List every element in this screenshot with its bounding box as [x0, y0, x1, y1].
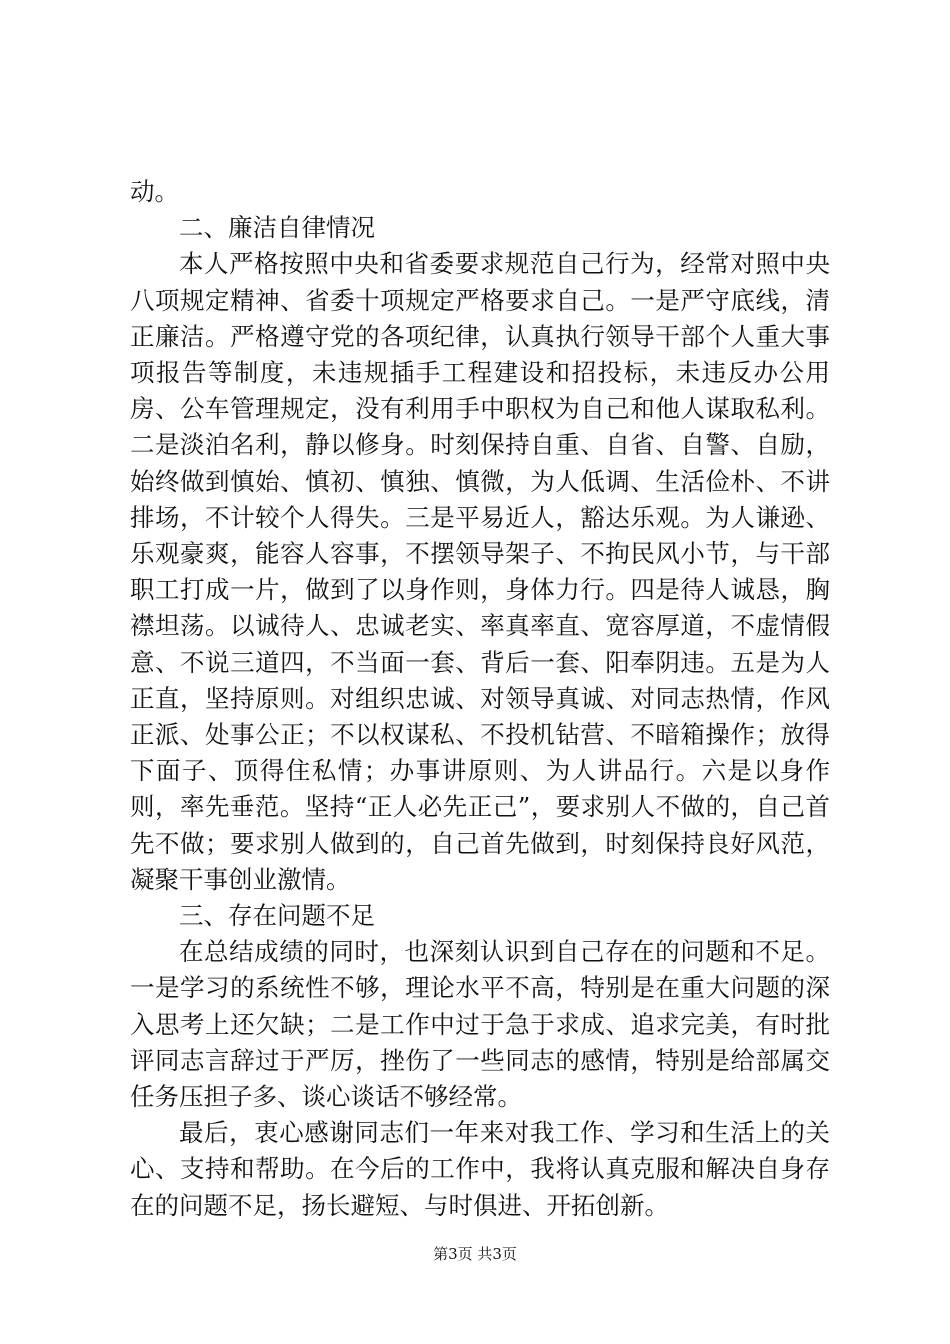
section-heading-shortcomings: 三、存在问题不足 — [179, 901, 375, 931]
section-heading-integrity: 二、廉洁自律情况 — [179, 213, 375, 243]
paragraph-closing-thanks: 最后，衷心感谢同志们一年来对我工作、学习和生活上的关心、支持和帮助。在今后的工作中，我将认真克服和解决自身存在的问题不足，扬长避短、与时俱进、开拓创新。 — [130, 1118, 830, 1220]
paragraph-continuation: 动。 — [130, 177, 179, 206]
page-number-footer: 第3页 共3页 — [433, 1245, 517, 1263]
paragraph-shortcomings-details: 在总结成绩的同时，也深刻认识到自己存在的问题和不足。一是学习的系统性不够，理论水平不高，特别是在重大问题的深入思考上还欠缺；二是工作中过于急于求成、追求完美，有时批评同志言辞过于严厉，挫伤了一些同志的感情，特别是给部属交任务压担子多、谈心谈话不够经常。 — [130, 937, 830, 1112]
document-body — [130, 174, 830, 1224]
paragraph-integrity-details: 本人严格按照中央和省委要求规范自己行为，经常对照中央八项规定精神、省委十项规定严格要求自己。一是严守底线，清正廉洁。严格遵守党的各项纪律，认真执行领导干部个人重大事项报告等制度，未违规插手工程建设和招投标，未违反办公用房、公车管理规定，没有利用手中职权为自己和他人谋取私利。二是淡泊名利，静以修身。时刻保持自重、自省、自警、自励，始终做到慎始、慎初、慎独、慎微，为人低调、生活俭朴、不讲排场，不计较个人得失。三是平易近人，豁达乐观。为人谦逊、乐观豪爽，能容人容事，不摆领导架子、不拘民风小节，与干部职工打成一片，做到了以身作则，身体力行。四是待人诚恳，胸襟坦荡。以诚待人、忠诚老实、率真率直、宽容厚道，不虚情假意、不说三道四，不当面一套、背后一套、阳奉阴违。五是为人正直，坚持原则。对组织忠诚、对领导真诚、对同志热情，作风正派、处事公正；不以权谋私、不投机钻营、不暗箱操作；放得下面子、顶得住私情；办事讲原则、为人讲品行。六是以身作则，率先垂范。坚持“正人必先正己”，要求别人不做的，自己首先不做；要求别人做到的，自己首先做到，时刻保持良好风范，凝聚干事创业激情。 — [130, 249, 830, 894]
